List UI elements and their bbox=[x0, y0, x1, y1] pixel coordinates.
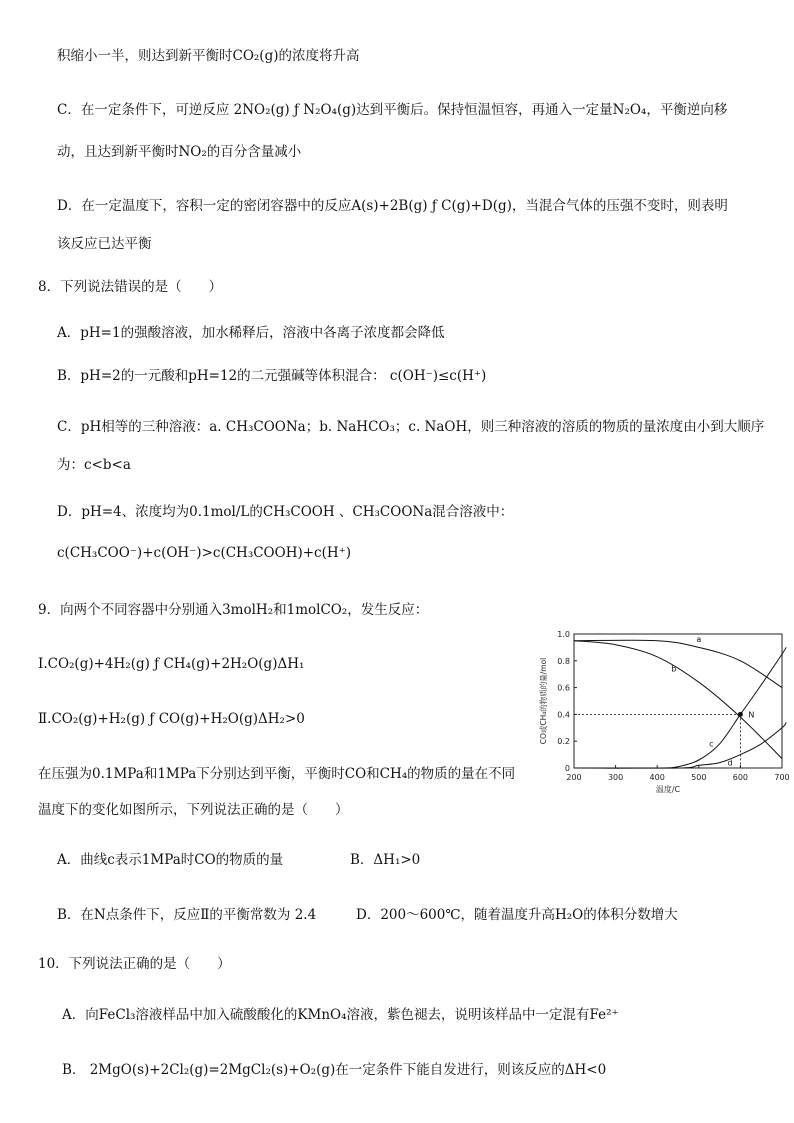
y-axis-label: CO或CH₄的物质的量/mol bbox=[539, 657, 548, 745]
y-tick-label: 1.0 bbox=[557, 630, 570, 639]
q8-option-d: D．pH=4、浓度均为0.1mol/L的CH₃COOH 、CH₃COONa混合溶液中： bbox=[57, 504, 514, 520]
x-axis-label: 温度/C bbox=[655, 785, 681, 794]
series-b-label: b bbox=[671, 664, 677, 674]
q8-option-b: B．pH=2的一元酸和pH=12的二元强碱等体积混合： c(OH⁻)≤c(H⁺) bbox=[57, 368, 487, 384]
q8-option-d-formula: c(CH₃COO⁻)+c(OH⁻)>c(CH₃COOH)+c(H⁺) bbox=[57, 545, 352, 561]
question-8-title: 8．下列说法错误的是（ ） bbox=[38, 279, 223, 295]
option-c-line: C．在一定条件下，可逆反应 2NO₂(g) ƒ N₂O₄(g)达到平衡后。保持恒温恒容，再通入一定量N₂O₄，平衡逆向移 bbox=[57, 102, 728, 118]
y-tick-label: 0 bbox=[564, 764, 570, 773]
q9-option-d: D．200～600℃，随着温度升高H₂O的体积分数增大 bbox=[356, 907, 678, 923]
option-d-line: D．在一定温度下，容积一定的密闭容器中的反应A(s)+2B(g) ƒ C(g)+D(g)，当混合气体的压强不变时，则表明 bbox=[57, 198, 728, 214]
y-tick-label: 0.2 bbox=[557, 737, 570, 747]
plot-frame bbox=[574, 634, 782, 768]
question-10-title: 10．下列说法正确的是（ ） bbox=[38, 956, 231, 972]
x-tick-label: 500 bbox=[691, 773, 707, 782]
y-tick-label: 0.8 bbox=[557, 656, 570, 666]
q8-option-c: C．pH相等的三种溶液：a. CH₃COONa；b. NaHCO₃；c. NaOH，则三种溶液的溶质的物质的量浓度由小到大顺序 bbox=[57, 419, 765, 435]
series-c-line bbox=[574, 647, 786, 768]
x-tick-label: 400 bbox=[649, 773, 665, 782]
series-d-line bbox=[574, 722, 786, 768]
equilibrium-chart bbox=[536, 620, 792, 806]
option-c-cont: 动，且达到新平衡时NO₂的百分含量减小 bbox=[57, 144, 302, 160]
option-d-cont: 该反应已达平衡 bbox=[57, 236, 152, 252]
text-line-1: 积缩小一半，则达到新平衡时CO₂(g)的浓度将升高 bbox=[57, 48, 360, 64]
q9-option-a: A．曲线c表示1MPa时CO的物质的量 bbox=[57, 852, 284, 868]
point-n bbox=[738, 712, 743, 717]
series-d-label: d bbox=[727, 758, 733, 768]
q8-option-a: A．pH=1的强酸溶液，加水稀释后，溶液中各离子浓度都会降低 bbox=[57, 325, 445, 341]
q9-stem: 在压强为0.1MPa和1MPa下分别达到平衡，平衡时CO和CH₄的物质的量在不同 bbox=[38, 766, 516, 782]
series-a-line bbox=[574, 640, 782, 687]
point-n-label: N bbox=[748, 710, 755, 720]
q9-stem-cont: 温度下的变化如图所示，下列说法正确的是（ ） bbox=[38, 802, 349, 818]
x-tick-label: 700 bbox=[774, 773, 790, 782]
x-tick-label: 600 bbox=[732, 773, 749, 782]
q9-option-c: B．在N点条件下，反应Ⅱ的平衡常数为 2.4 bbox=[57, 907, 317, 923]
y-tick-label: 0.4 bbox=[557, 710, 570, 720]
q8-option-c-cont: 为：c<b<a bbox=[57, 457, 131, 473]
question-9-title: 9．向两个不同容器中分别通入3molH₂和1molCO₂，发生反应： bbox=[38, 602, 429, 618]
q10-option-a: A．向FeCl₃溶液样品中加入硫酸酸化的KMnO₄溶液，紫色褪去，说明该样品中一定混有Fe²⁺ bbox=[62, 1007, 619, 1023]
q9-option-b: B．ΔH₁>0 bbox=[350, 852, 421, 868]
q9-reaction-1: Ⅰ.CO₂(g)+4H₂(g) ƒ CH₄(g)+2H₂O(g)ΔH₁ bbox=[38, 656, 305, 672]
q10-option-b: B． 2MgO(s)+2Cl₂(g)=2MgCl₂(s)+O₂(g)在一定条件下能自发进行，则该反应的ΔH<0 bbox=[62, 1062, 607, 1078]
x-tick-label: 200 bbox=[566, 773, 582, 782]
x-tick-label: 300 bbox=[607, 773, 624, 782]
series-a-label: a bbox=[696, 635, 702, 645]
series-c-label: c bbox=[709, 739, 714, 749]
q9-reaction-2: Ⅱ.CO₂(g)+H₂(g) ƒ CO(g)+H₂O(g)ΔH₂>0 bbox=[38, 711, 305, 727]
y-tick-label: 0.6 bbox=[557, 683, 570, 693]
